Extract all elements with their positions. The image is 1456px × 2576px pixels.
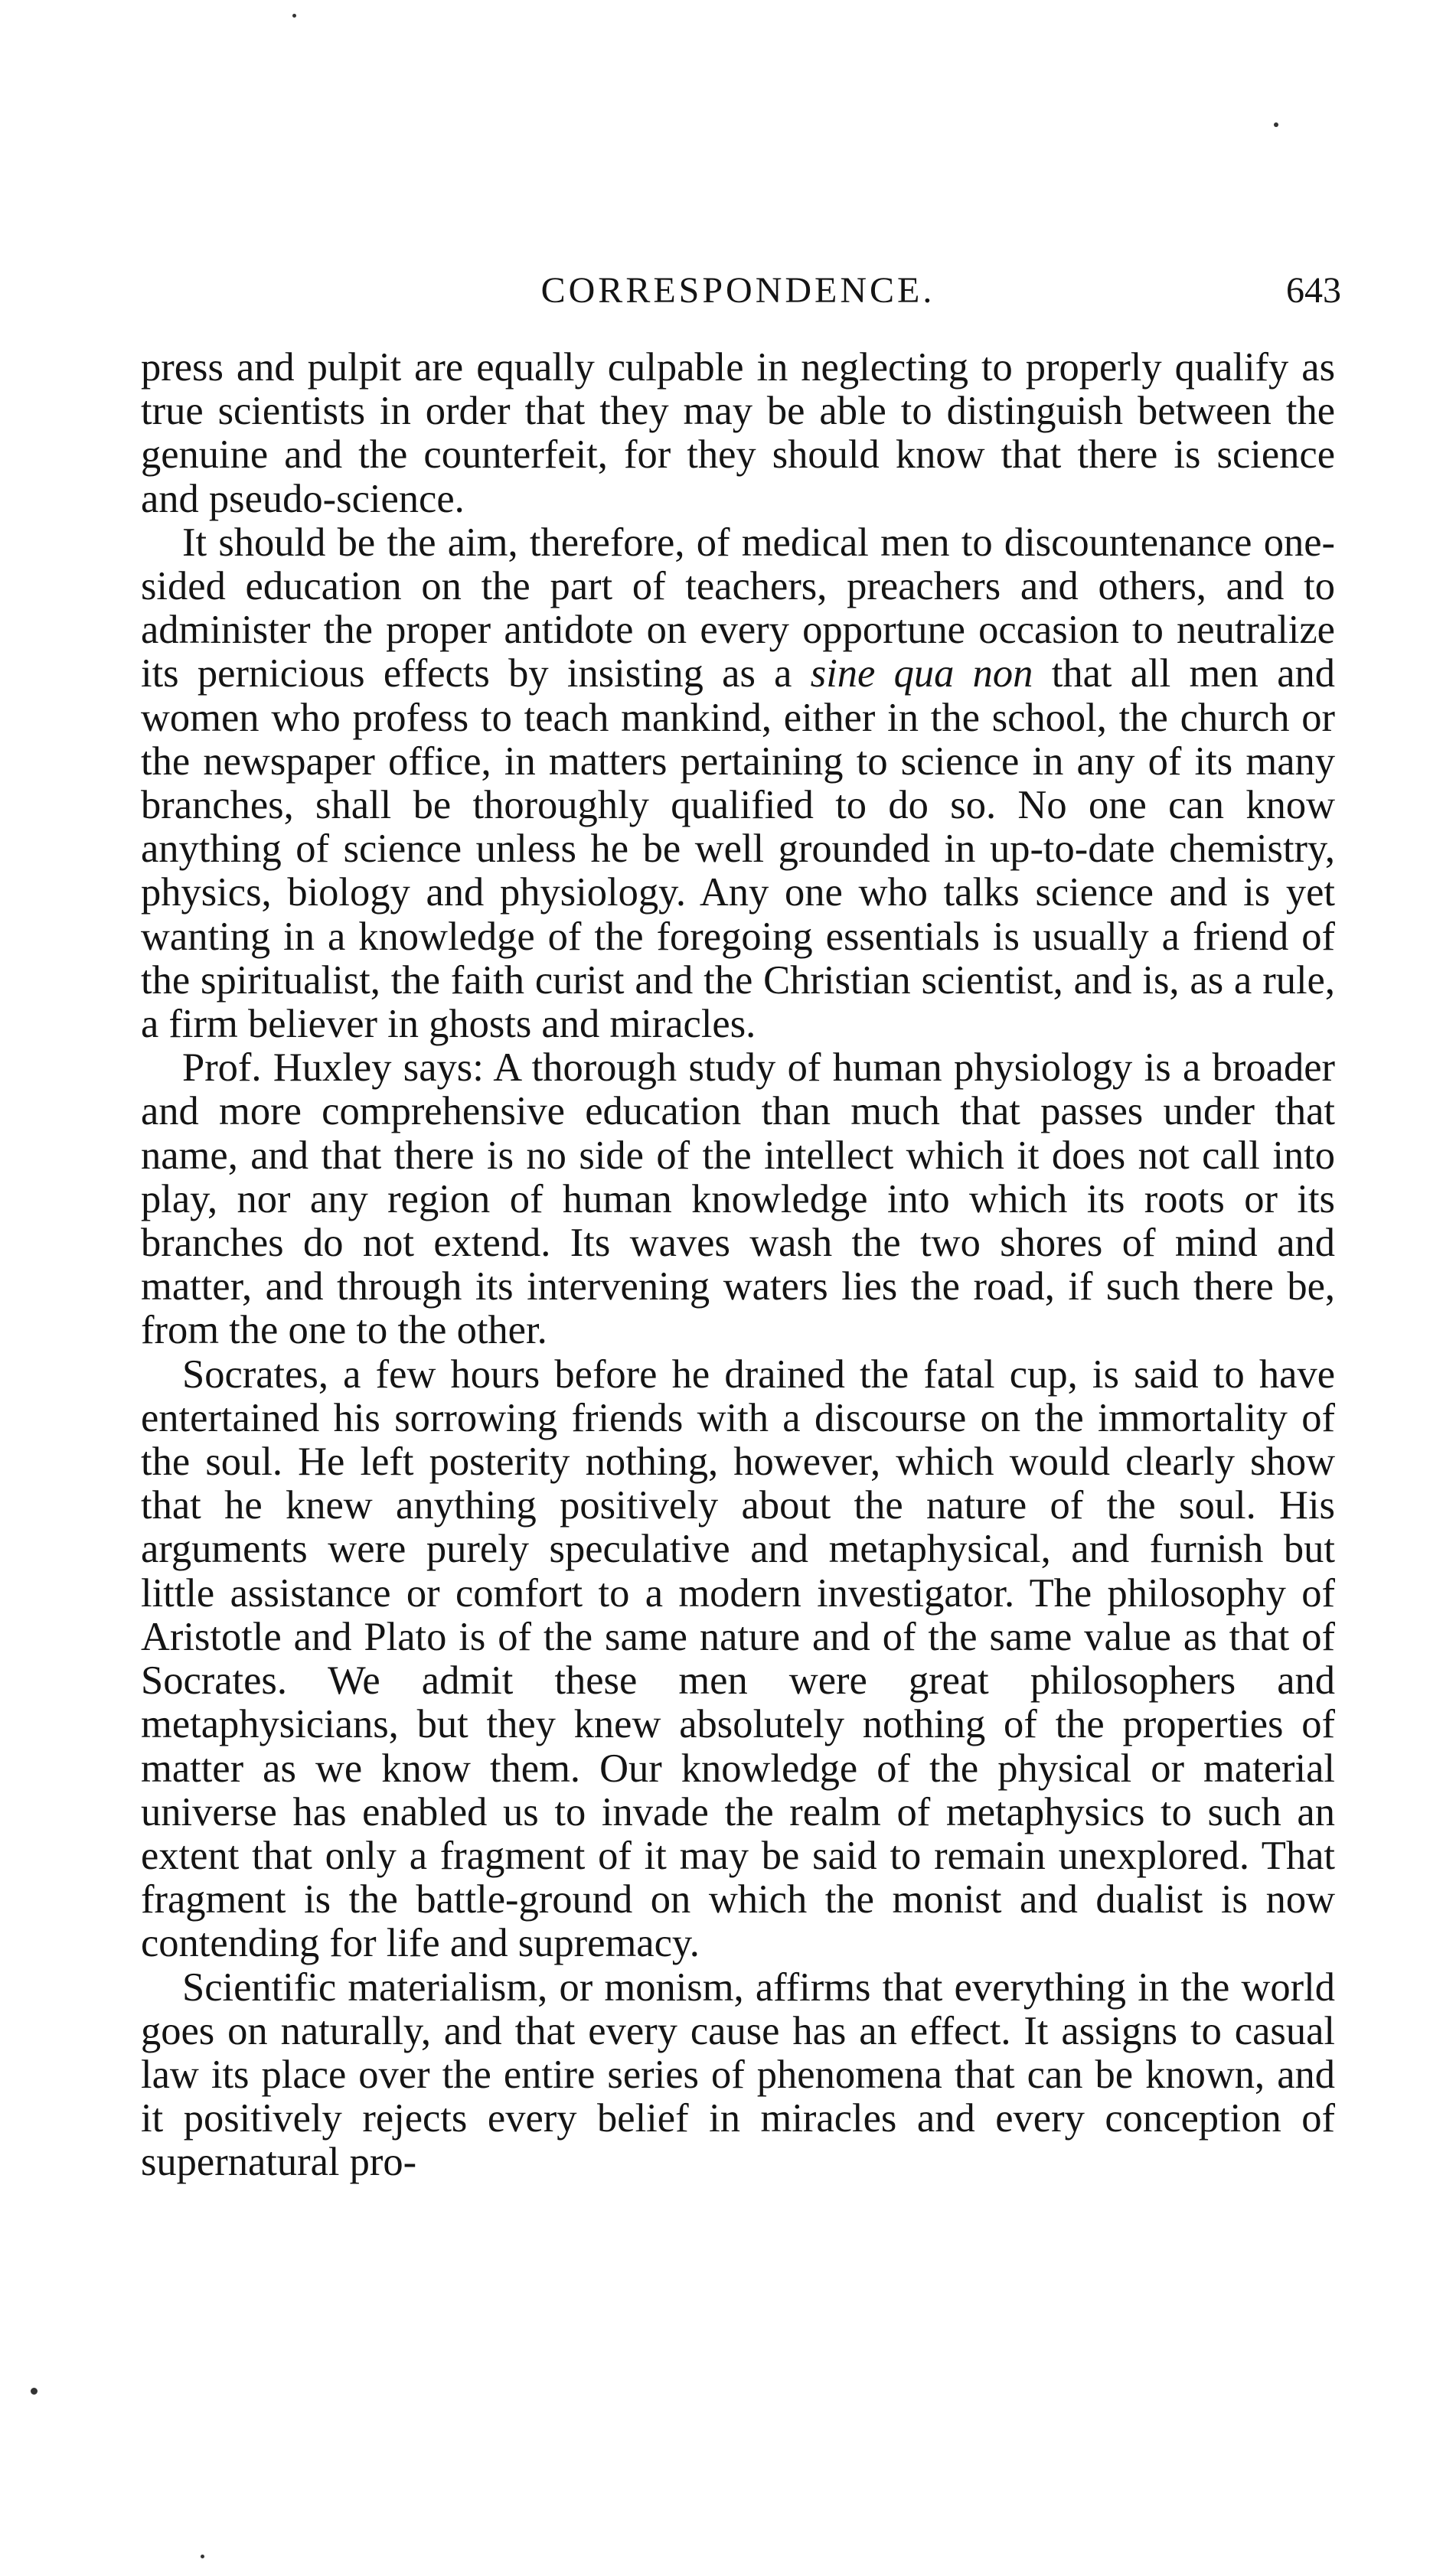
book-page	[141, 269, 1341, 2185]
paragraph-2	[141, 521, 1335, 1046]
page-header	[141, 269, 1341, 328]
paragraph-4	[141, 1353, 1335, 1966]
body-text	[141, 346, 1335, 2185]
paragraph-1	[141, 346, 1335, 521]
ink-speck	[292, 14, 296, 18]
ink-speck	[31, 2388, 38, 2395]
running-title: CORRESPONDENCE.	[540, 270, 935, 311]
ink-speck	[201, 2555, 204, 2558]
latin-phrase: sine qua non	[810, 651, 1033, 696]
paragraph-4-text: Socrates, a few hours before he drained the fatal cup, is said to have entertained his sorrowing friends with a discourse on the immortality of the soul. He left posterity nothing, however, which would clearly show that he knew anything positively about the nature of the soul. His arguments were purely speculative and metaphysical, and furnish but little assistance or comfort to a modern investigator. The philosophy of Aristotle and Plato is of the same nature and of the same value as that of Socrates. We admit these men were great philosophers and metaphysicians, but they knew absolutely nothing of the properties of matter as we know them. Our knowledge of the physical or material universe has enabled us to invade the realm of metaphysics to such an extent that only a fragment of it may be said to remain unexplored. That fragment is the battle-ground on which the monist and dualist is now contending for life and supremacy.	[141, 1352, 1335, 1966]
paragraph-5-text: Scientific materialism, or monism, affirms that everything in the world goes on naturally, and that every cause has an effect. It assigns to casual law its place over the entire series of phenomena that can be known, and it positively rejects every belief in miracles and every conception of supernatural pro-	[141, 1965, 1335, 2185]
paragraph-2-text-b: that all men and women who profess to teach mankind, either in the school, the church or the newspaper office, in matters pertaining to science in any of its many branches, shall be thoroughly qualified to do so. No one can know anything of science unless he be well grounded in up-to-date chemistry, physics, biology and physiology. Any one who talks science and is yet wanting in a knowledge of the foregoing essentials is usually a friend of the spiritualist, the faith curist and the Christian scientist, and is, as a rule, a firm believer in ghosts and miracles.	[141, 651, 1335, 1047]
paragraph-5	[141, 1966, 1335, 2185]
paragraph-3	[141, 1046, 1335, 1352]
ink-speck	[1274, 122, 1278, 127]
page-number: 643	[1286, 270, 1341, 311]
paragraph-3-text: Prof. Huxley says: A thorough study of human physiology is a broader and more comprehensive education than much that passes under that name, and that there is no side of the intellect which it does not call into play, nor any region of human knowledge into which its roots or its branches do not extend. Its waves wash the two shores of mind and matter, and through its intervening waters lies the road, if such there be, from the one to the other.	[141, 1045, 1335, 1353]
paragraph-1-text: press and pulpit are equally culpable in neglecting to properly qualify as true scientists in order that they may be able to distinguish between the genuine and the counterfeit, for they should know that there is science and pseudo-science.	[141, 345, 1335, 521]
paragraph-2-text-a: It should be the aim, therefore, of medical men to discountenance one-sided education on the part of teachers, preachers and others, and to administer the proper antidote on every opportune occasion to neutralize its pernicious effects by insisting as a	[141, 520, 1335, 696]
